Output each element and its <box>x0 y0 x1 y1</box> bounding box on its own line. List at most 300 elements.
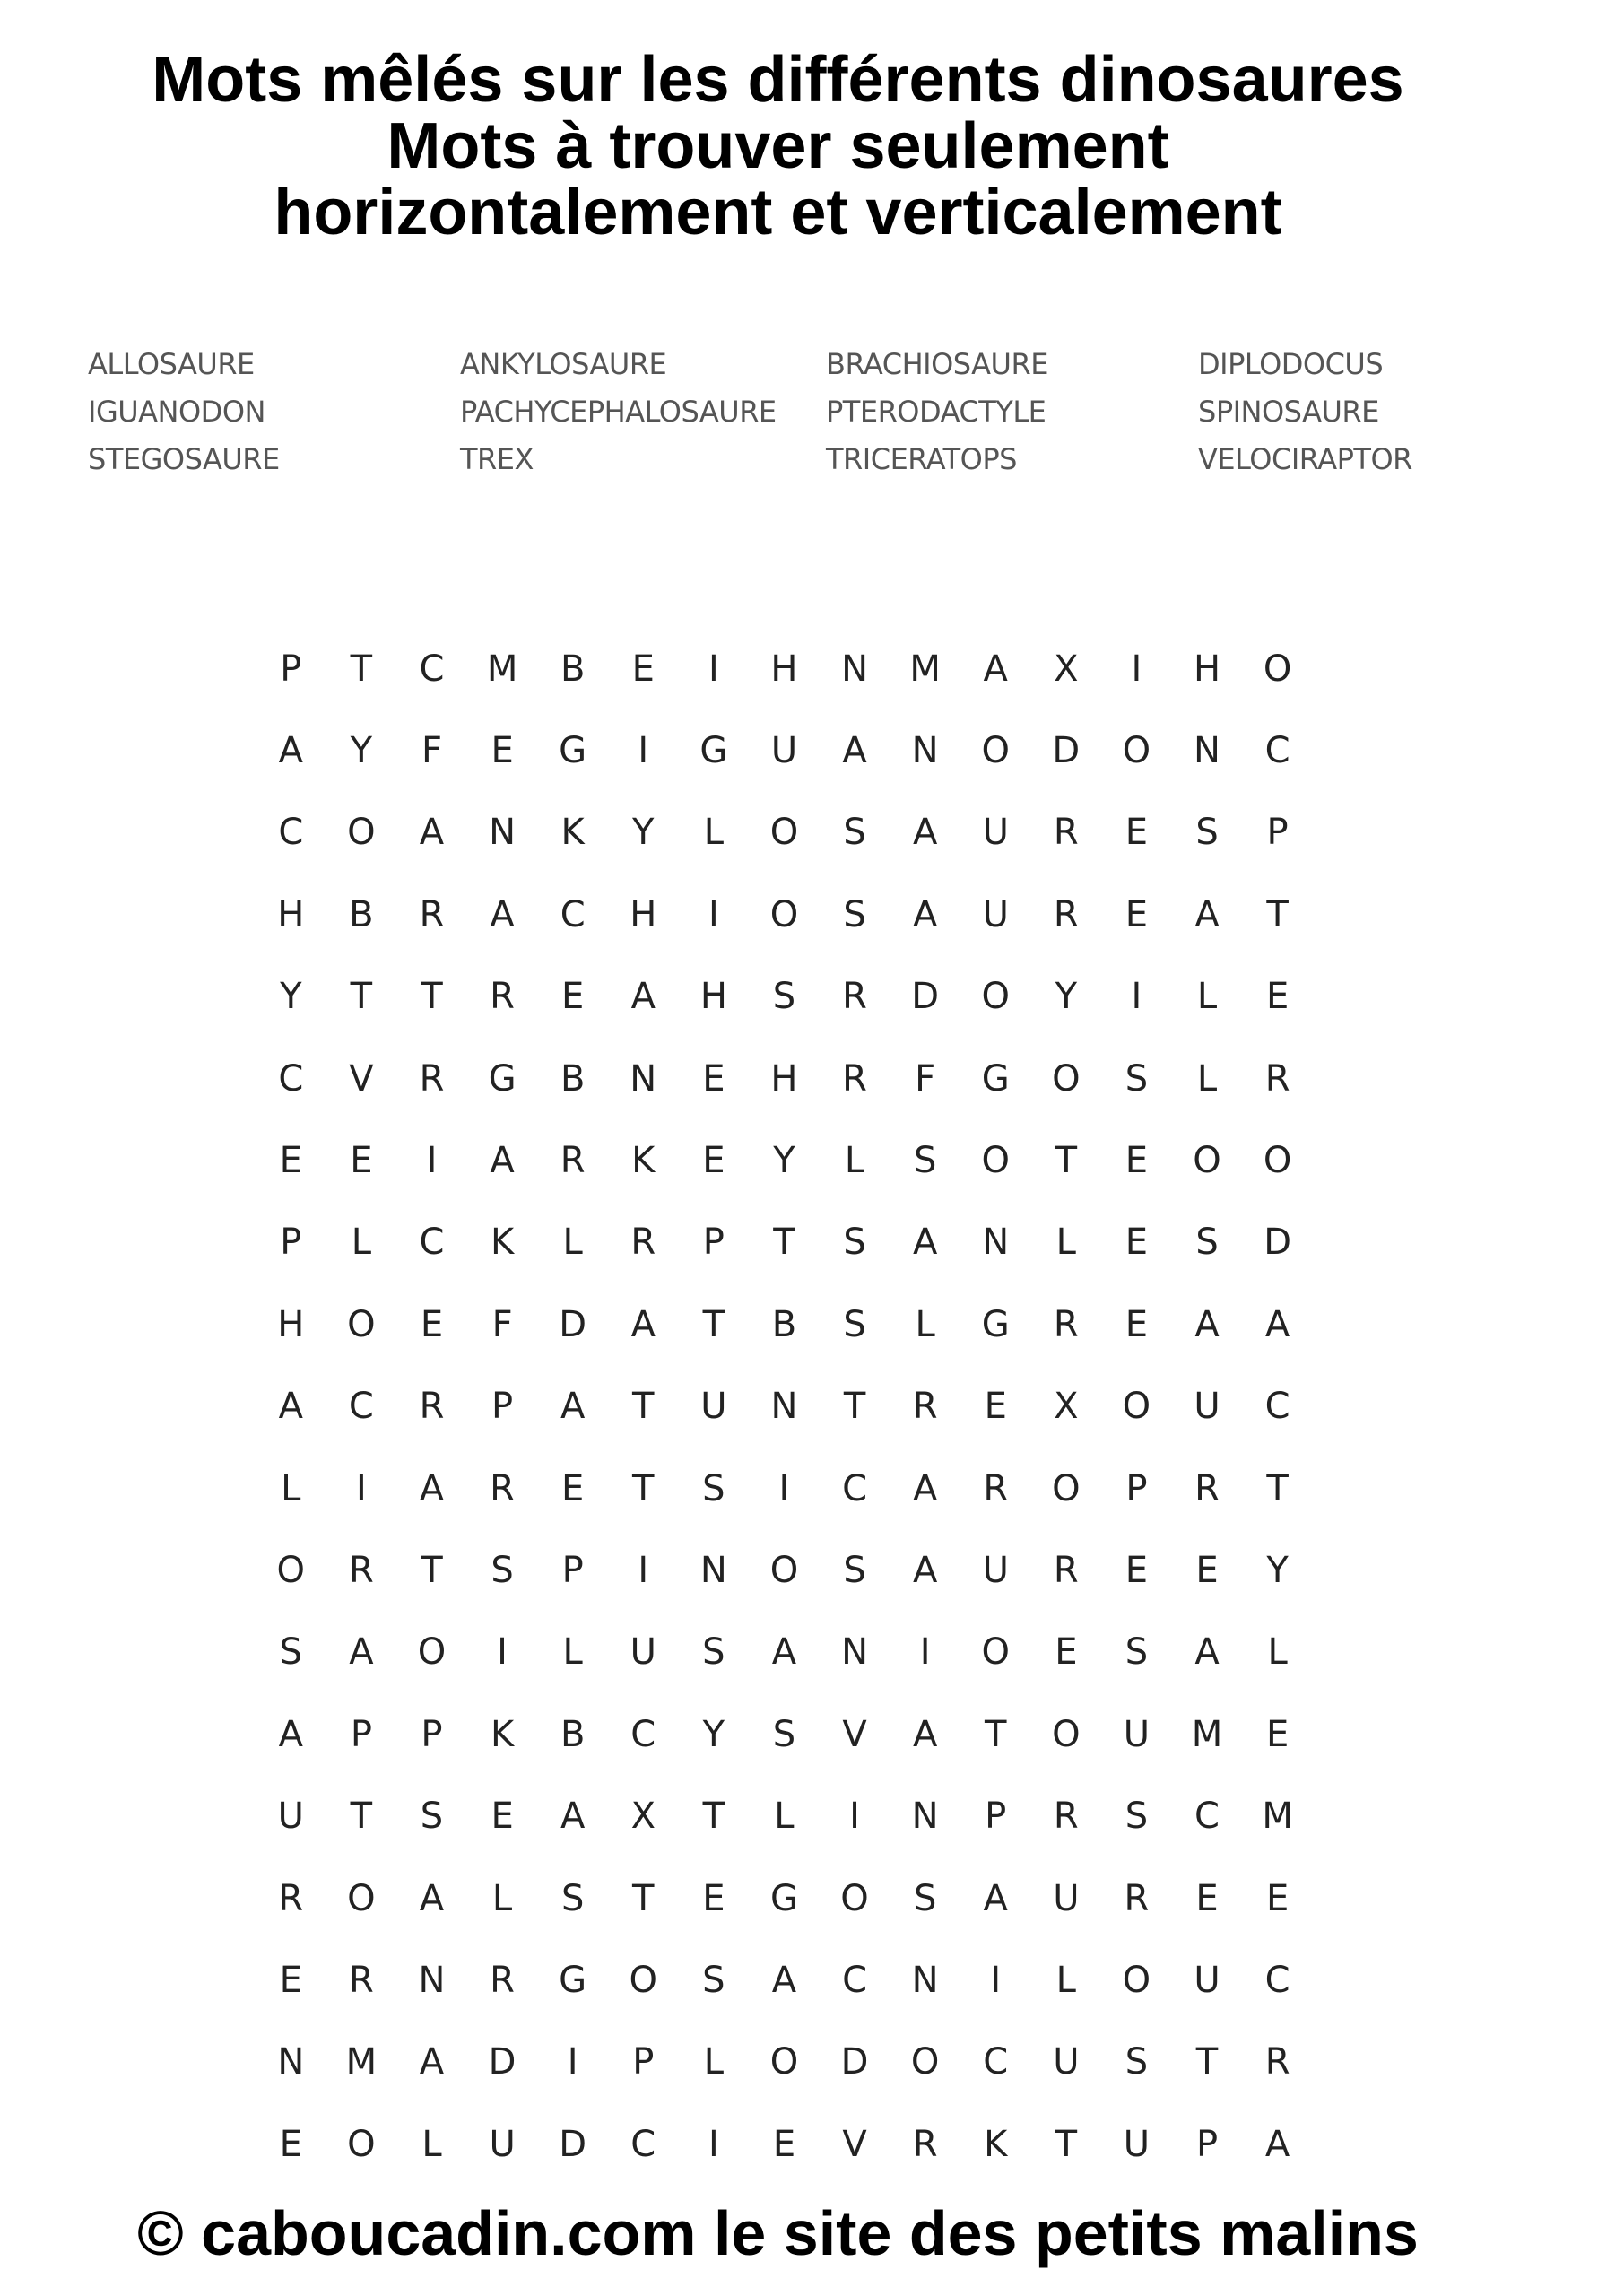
grid-letter: R <box>348 1549 374 1591</box>
grid-letter: U <box>1123 2123 1151 2165</box>
title-line-2: Mots à trouver seulement <box>386 110 1169 182</box>
grid-letter: B <box>560 1713 586 1755</box>
grid-letter: A <box>1194 1631 1220 1674</box>
grid-letter: S <box>843 1222 866 1264</box>
grid-letter: O <box>347 1877 376 1919</box>
grid-letter: G <box>699 730 728 772</box>
grid-letter: I <box>426 1140 438 1182</box>
grid-letter: E <box>420 1303 444 1345</box>
grid-letter: E <box>561 976 585 1018</box>
grid-letter: K <box>490 1222 515 1264</box>
grid-letter: V <box>842 1713 867 1755</box>
grid-letter: T <box>702 1303 725 1345</box>
grid-letter: C <box>1264 730 1290 772</box>
grid-letter: T <box>421 1549 443 1591</box>
grid-letter: I <box>497 1631 508 1674</box>
word-item: ALLOSAURE <box>88 347 255 381</box>
grid-letter: A <box>983 1877 1008 1919</box>
grid-letter: R <box>1053 1796 1079 1838</box>
grid-letter: N <box>911 1959 939 2001</box>
grid-letter: V <box>349 1057 374 1100</box>
grid-letter: U <box>1053 1877 1080 1919</box>
grid-letter: O <box>1122 1386 1151 1428</box>
grid-letter: R <box>1194 1467 1220 1509</box>
grid-letter: R <box>1053 893 1079 935</box>
grid-letter: S <box>772 1713 796 1755</box>
grid-letter: P <box>632 2041 655 2083</box>
grid-letter: Y <box>773 1140 795 1182</box>
grid-letter: M <box>909 648 941 690</box>
word-item: BRACHIOSAURE <box>826 347 1048 381</box>
grid-letter: G <box>981 1303 1010 1345</box>
grid-letter: C <box>1194 1796 1220 1838</box>
grid-letter: E <box>1125 1140 1149 1182</box>
letter-grid <box>256 628 1313 2185</box>
grid-letter: E <box>279 2123 302 2165</box>
grid-letter: A <box>842 730 867 772</box>
grid-letter: E <box>772 2123 796 2165</box>
grid-letter: K <box>560 812 585 854</box>
grid-letter: C <box>1264 1386 1290 1428</box>
grid-letter: T <box>843 1386 866 1428</box>
grid-letter: C <box>1264 1959 1290 2001</box>
grid-letter: T <box>632 1386 655 1428</box>
grid-letter: X <box>1054 1386 1079 1428</box>
grid-letter: D <box>488 2041 517 2083</box>
grid-letter: S <box>843 1303 866 1345</box>
grid-letter: S <box>560 1877 585 1919</box>
grid-letter: R <box>842 976 867 1018</box>
grid-letter: U <box>630 1631 656 1674</box>
grid-letter: H <box>277 1303 305 1345</box>
grid-letter: O <box>276 1549 306 1591</box>
grid-letter: R <box>1264 2041 1290 2083</box>
grid-letter: D <box>1052 730 1081 772</box>
grid-letter: A <box>983 648 1008 690</box>
grid-letter: E <box>702 1877 725 1919</box>
grid-letter: M <box>1262 1796 1293 1838</box>
grid-letter: A <box>419 1467 445 1509</box>
grid-letter: A <box>560 1796 586 1838</box>
grid-letter: G <box>488 1057 517 1100</box>
grid-letter: N <box>1194 730 1220 772</box>
grid-letter: S <box>843 1549 866 1591</box>
grid-letter: P <box>421 1713 443 1755</box>
grid-letter: E <box>702 1057 725 1100</box>
word-item: ANKYLOSAURE <box>460 347 667 381</box>
grid-letter: D <box>911 976 940 1018</box>
grid-letter: T <box>350 648 373 690</box>
grid-letter: O <box>1052 1057 1081 1100</box>
grid-letter: S <box>1195 812 1219 854</box>
grid-letter: E <box>1125 893 1149 935</box>
grid-letter: R <box>1264 1057 1290 1100</box>
grid-letter: N <box>630 1057 657 1100</box>
grid-letter: F <box>491 1303 513 1345</box>
grid-letter: A <box>912 1467 938 1509</box>
grid-letter: K <box>631 1140 656 1182</box>
grid-letter: T <box>702 1796 725 1838</box>
grid-letter: S <box>1125 1631 1149 1674</box>
grid-letter: P <box>280 648 302 690</box>
grid-letter: N <box>770 1386 798 1428</box>
grid-letter: O <box>981 1631 1010 1674</box>
grid-letter: S <box>702 1467 725 1509</box>
grid-letter: R <box>419 893 445 935</box>
grid-letter: G <box>769 1877 798 1919</box>
grid-letter: N <box>699 1549 727 1591</box>
grid-letter: C <box>419 648 445 690</box>
grid-letter: B <box>560 1057 586 1100</box>
grid-letter: M <box>1191 1713 1223 1755</box>
grid-letter: G <box>559 1959 587 2001</box>
grid-letter: I <box>849 1796 860 1838</box>
grid-letter: S <box>1125 1796 1149 1838</box>
word-item: VELOCIRAPTOR <box>1198 442 1412 476</box>
grid-letter: R <box>1053 1303 1079 1345</box>
grid-letter: C <box>983 2041 1009 2083</box>
grid-letter: A <box>1264 1303 1290 1345</box>
grid-letter: I <box>708 893 719 935</box>
grid-letter: E <box>279 1959 302 2001</box>
page-title <box>0 44 1556 248</box>
grid-letter: I <box>919 1631 931 1674</box>
grid-letter: T <box>1266 1467 1289 1509</box>
grid-letter: O <box>769 893 799 935</box>
grid-letter: N <box>982 1222 1010 1264</box>
grid-letter: I <box>778 1467 790 1509</box>
grid-letter: A <box>771 1631 797 1674</box>
grid-letter: S <box>843 812 866 854</box>
grid-letter: L <box>421 2123 442 2165</box>
grid-letter: V <box>842 2123 867 2165</box>
grid-letter: E <box>1195 1877 1219 1919</box>
grid-letter: A <box>912 812 938 854</box>
grid-letter: A <box>1194 893 1220 935</box>
grid-letter: T <box>421 976 443 1018</box>
grid-letter: T <box>985 1713 1007 1755</box>
grid-letter: L <box>562 1631 583 1674</box>
grid-letter: P <box>1266 812 1289 854</box>
grid-letter: O <box>981 1140 1010 1182</box>
grid-letter: A <box>278 730 303 772</box>
grid-letter: E <box>702 1140 725 1182</box>
grid-letter: U <box>1194 1386 1220 1428</box>
grid-letter: N <box>489 812 517 854</box>
grid-letter: L <box>281 1467 301 1509</box>
title-line-1: Mots mêlés sur les différents dinosaures <box>152 44 1404 116</box>
grid-letter: A <box>912 893 938 935</box>
grid-letter: U <box>982 893 1009 935</box>
grid-letter: G <box>559 730 587 772</box>
grid-letter: Y <box>280 976 302 1018</box>
grid-letter: F <box>915 1057 936 1100</box>
grid-letter: O <box>769 1549 799 1591</box>
grid-letter: U <box>770 730 798 772</box>
grid-letter: H <box>699 976 727 1018</box>
grid-letter: Y <box>1266 1549 1289 1591</box>
grid-letter: O <box>1122 730 1151 772</box>
grid-letter: L <box>1267 1631 1288 1674</box>
grid-letter: Y <box>350 730 373 772</box>
grid-letter: N <box>277 2041 305 2083</box>
grid-letter: P <box>985 1796 1007 1838</box>
grid-letter: P <box>491 1386 514 1428</box>
word-item: PTERODACTYLE <box>826 395 1046 429</box>
grid-letter: U <box>1053 2041 1080 2083</box>
grid-letter: U <box>489 2123 516 2165</box>
grid-letter: E <box>631 648 655 690</box>
grid-letter: R <box>1124 1877 1150 1919</box>
title-line-3: horizontalement et verticalement <box>274 177 1282 248</box>
grid-letter: L <box>1196 1057 1218 1100</box>
grid-letter: T <box>1266 893 1289 935</box>
grid-letter: T <box>1055 1140 1078 1182</box>
grid-letter: H <box>770 1057 798 1100</box>
grid-letter: O <box>910 2041 940 2083</box>
grid-letter: B <box>560 648 586 690</box>
word-item: SPINOSAURE <box>1198 395 1379 429</box>
grid-letter: A <box>1194 1303 1220 1345</box>
grid-letter: U <box>982 812 1009 854</box>
grid-letter: C <box>278 1057 304 1100</box>
grid-letter: E <box>491 1796 514 1838</box>
grid-letter: T <box>632 1877 655 1919</box>
grid-letter: E <box>1195 1549 1219 1591</box>
grid-letter: C <box>630 2123 656 2165</box>
grid-letter: R <box>630 1222 656 1264</box>
grid-letter: C <box>560 893 586 935</box>
grid-letter: R <box>1053 812 1079 854</box>
grid-letter: R <box>419 1057 445 1100</box>
grid-letter: S <box>491 1549 514 1591</box>
grid-letter: S <box>772 976 796 1018</box>
grid-letter: Y <box>632 812 655 854</box>
grid-letter: K <box>490 1713 515 1755</box>
grid-letter: R <box>419 1386 445 1428</box>
grid-letter: S <box>843 893 866 935</box>
grid-letter: E <box>1265 976 1290 1018</box>
grid-letter: E <box>1265 1877 1290 1919</box>
grid-letter: G <box>981 1057 1010 1100</box>
grid-letter: A <box>419 1877 445 1919</box>
grid-letter: A <box>278 1386 303 1428</box>
grid-letter: P <box>561 1549 584 1591</box>
grid-letter: O <box>981 730 1010 772</box>
grid-letter: O <box>769 812 799 854</box>
grid-letter: E <box>350 1140 373 1182</box>
grid-letter: E <box>561 1467 585 1509</box>
grid-letter: E <box>1125 1222 1149 1264</box>
grid-letter: A <box>912 1222 938 1264</box>
grid-letter: A <box>771 1959 797 2001</box>
grid-letter: R <box>912 2123 938 2165</box>
grid-letter: S <box>420 1796 444 1838</box>
grid-letter: L <box>703 2041 724 2083</box>
grid-letter: A <box>490 893 515 935</box>
grid-letter: I <box>708 2123 719 2165</box>
grid-letter: R <box>490 1467 515 1509</box>
grid-letter: C <box>348 1386 374 1428</box>
grid-letter: S <box>913 1877 937 1919</box>
grid-letter: D <box>1264 1222 1292 1264</box>
grid-letter: A <box>490 1140 515 1182</box>
grid-letter: R <box>348 1959 374 2001</box>
grid-letter: I <box>708 648 719 690</box>
grid-letter: I <box>638 730 649 772</box>
grid-letter: F <box>421 730 442 772</box>
grid-letter: N <box>418 1959 446 2001</box>
grid-letter: A <box>560 1386 586 1428</box>
grid-letter: A <box>630 1303 656 1345</box>
grid-letter: A <box>349 1631 374 1674</box>
grid-letter: A <box>278 1713 303 1755</box>
grid-letter: U <box>982 1549 1009 1591</box>
grid-letter: H <box>770 648 798 690</box>
grid-letter: K <box>984 2123 1008 2165</box>
grid-letter: Y <box>1055 976 1078 1018</box>
grid-letter: S <box>279 1631 302 1674</box>
grid-letter: C <box>842 1467 868 1509</box>
grid-letter: U <box>277 1796 304 1838</box>
grid-letter: E <box>1125 812 1149 854</box>
grid-letter: X <box>630 1796 656 1838</box>
grid-letter: O <box>347 2123 376 2165</box>
grid-letter: S <box>1125 1057 1149 1100</box>
grid-letter: D <box>840 2041 869 2083</box>
grid-letter: L <box>562 1222 583 1264</box>
grid-letter: S <box>1125 2041 1149 2083</box>
grid-letter: P <box>1195 2123 1219 2165</box>
grid-letter: I <box>638 1549 649 1591</box>
grid-letter: N <box>841 1631 868 1674</box>
word-item: STEGOSAURE <box>88 442 280 476</box>
grid-letter: O <box>840 1877 869 1919</box>
grid-letter: I <box>567 2041 578 2083</box>
grid-letter: O <box>347 812 376 854</box>
grid-letter: L <box>915 1303 935 1345</box>
grid-letter: L <box>774 1796 795 1838</box>
grid-letter: H <box>277 893 305 935</box>
grid-letter: H <box>1193 648 1221 690</box>
grid-letter: O <box>1052 1467 1081 1509</box>
grid-letter: S <box>702 1631 725 1674</box>
grid-letter: L <box>1055 1222 1076 1264</box>
grid-letter: Y <box>702 1713 725 1755</box>
grid-letter: O <box>1263 1140 1292 1182</box>
grid-letter: B <box>349 893 374 935</box>
grid-letter: E <box>1125 1549 1149 1591</box>
grid-letter: I <box>1131 648 1142 690</box>
grid-letter: E <box>1265 1713 1290 1755</box>
grid-letter: N <box>911 1796 939 1838</box>
grid-letter: I <box>1131 976 1142 1018</box>
grid-letter: T <box>632 1467 655 1509</box>
word-item: DIPLODOCUS <box>1198 347 1384 381</box>
grid-letter: P <box>702 1222 725 1264</box>
grid-letter: C <box>278 812 304 854</box>
grid-letter: U <box>700 1386 727 1428</box>
grid-letter: O <box>1122 1959 1151 2001</box>
word-item: TREX <box>460 442 534 476</box>
grid-letter: R <box>490 976 515 1018</box>
grid-letter: N <box>841 648 868 690</box>
word-item: PACHYCEPHALOSAURE <box>460 395 777 429</box>
grid-letter: O <box>1052 1713 1081 1755</box>
grid-letter: H <box>630 893 657 935</box>
grid-letter: C <box>419 1222 445 1264</box>
grid-letter: U <box>1194 1959 1220 2001</box>
grid-letter: T <box>1195 2041 1219 2083</box>
grid-letter: R <box>1053 1549 1079 1591</box>
grid-letter: C <box>842 1959 868 2001</box>
grid-letter: S <box>1195 1222 1219 1264</box>
grid-letter: E <box>984 1386 1007 1428</box>
grid-letter: O <box>417 1631 447 1674</box>
grid-letter: T <box>1055 2123 1078 2165</box>
footer-copyright: © caboucadin.com le site des petits malins <box>137 2198 1419 2268</box>
grid-letter: A <box>1264 2123 1290 2165</box>
grid-letter: E <box>491 730 514 772</box>
grid-letter: T <box>350 976 373 1018</box>
grid-letter: L <box>844 1140 865 1182</box>
grid-letter: L <box>351 1222 372 1264</box>
word-item: IGUANODON <box>88 395 265 429</box>
grid-letter: R <box>490 1959 515 2001</box>
grid-letter: C <box>630 1713 656 1755</box>
grid-letter: M <box>486 648 518 690</box>
grid-letter: N <box>911 730 939 772</box>
grid-letter: E <box>279 1140 302 1182</box>
grid-letter: A <box>419 812 445 854</box>
grid-letter: R <box>842 1057 867 1100</box>
grid-letter: L <box>1055 1959 1076 2001</box>
grid-letter: P <box>350 1713 372 1755</box>
grid-letter: E <box>1055 1631 1078 1674</box>
grid-letter: O <box>1193 1140 1221 1182</box>
grid-letter: O <box>769 2041 799 2083</box>
grid-letter: I <box>355 1467 367 1509</box>
grid-letter: R <box>983 1467 1009 1509</box>
grid-letter: S <box>702 1959 725 2001</box>
grid-letter: U <box>1123 1713 1151 1755</box>
grid-letter: I <box>990 1959 1002 2001</box>
grid-letter: O <box>629 1959 657 2001</box>
grid-letter: S <box>913 1140 937 1182</box>
grid-letter: R <box>278 1877 304 1919</box>
grid-letter: X <box>1054 648 1079 690</box>
grid-letter: T <box>773 1222 795 1264</box>
grid-letter: E <box>1125 1303 1149 1345</box>
grid-letter: R <box>912 1386 938 1428</box>
grid-letter: A <box>419 2041 445 2083</box>
grid-letter: D <box>559 1303 587 1345</box>
grid-letter: A <box>912 1549 938 1591</box>
grid-letter: L <box>703 812 724 854</box>
word-list <box>88 341 1541 483</box>
grid-letter: L <box>491 1877 513 1919</box>
word-item: TRICERATOPS <box>826 442 1017 476</box>
grid-letter: M <box>345 2041 378 2083</box>
grid-letter: B <box>771 1303 797 1345</box>
grid-letter: R <box>560 1140 586 1182</box>
grid-letter: A <box>630 976 656 1018</box>
grid-letter: P <box>1125 1467 1148 1509</box>
grid-letter: O <box>981 976 1010 1018</box>
grid-letter: A <box>912 1713 938 1755</box>
grid-letter: T <box>350 1796 373 1838</box>
grid-letter: O <box>347 1303 376 1345</box>
